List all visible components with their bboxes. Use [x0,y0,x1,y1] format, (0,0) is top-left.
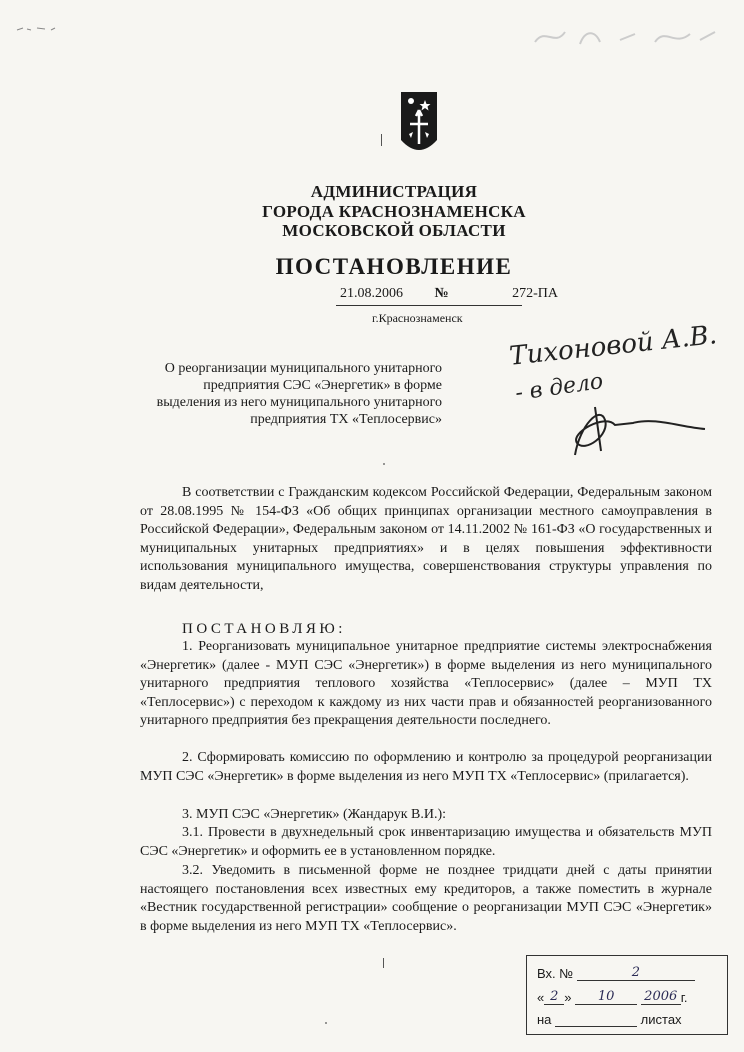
item-3-paragraph: 3. МУП СЭС «Энергетик» (Жандарук В.И.): [182,807,447,822]
city-name: ГОРОДА КРАСНОЗНАМЕНСКА [262,202,526,221]
stamp-day-open: « [537,990,545,1005]
authority-name: АДМИНИСТРАЦИЯ [310,182,478,201]
date-number-line [340,286,558,302]
stamp-year-suffix: г. [680,990,688,1005]
item-3-1-paragraph: 3.1. Провести в двухнедельный срок инвентаризацию имущества и обязательств МУП СЭС «Энергетик» и оформить ее в установленном порядке. [140,825,712,859]
signature-icon [505,325,710,460]
date-underline [336,305,522,306]
stamp-month: 10 [597,989,615,1004]
stamp-sheets-row [537,1012,682,1027]
item-2-paragraph: 2. Сформировать комиссию по оформлению и контролю за процедурой реорганизации МУП СЭС «Энергетик» в форме выделения из него МУП ТХ «Теплосервис» (прилагается). [140,750,712,784]
document-subject: О реорганизации муниципального унитарного предприятия СЭС «Энергетик» в форме выделения из него муниципального унитарного предприятия ТХ «Теплосервис» [156,361,442,427]
faded-handwriting [525,22,725,52]
number-sign: № [434,286,449,301]
preamble-paragraph: В соответствии с Гражданским кодексом Российской Федерации, Федеральным законом от 28.08.1995 № 154-ФЗ «Об общих принципах организации местного самоуправления в Российской Федерации», Федеральным законом от 14.11.2002 № 161-ФЗ «О государственных и муниципальных унитарных предприятиях» и в целях повышения эффективности использования муниципального имущества, совершенствования структуры управления по видам деятельности, [140,485,712,593]
scan-speck-bottom [325,1022,327,1024]
region-name: МОСКОВСКОЙ ОБЛАСТИ [282,221,506,240]
coat-of-arms-emblem [399,88,439,160]
incoming-registration-stamp [526,955,728,1035]
stamp-day: 2 [550,989,559,1004]
stamp-in-label: Вх. № [537,966,574,981]
scan-marks [15,24,65,34]
issue-place: г.Краснознаменск [372,311,463,325]
document-date: 21.08.2006 [340,286,403,301]
stamp-sheets-label: листах [640,1012,682,1027]
scan-speck [383,463,385,465]
document-type-title: ПОСТАНОВЛЕНИЕ [275,254,513,279]
resolution-addressee: Тихоновой А.В. [508,320,719,372]
resolution-instruction: - в дело [513,368,605,407]
stamp-date-row [537,988,688,1005]
stamp-day-close: » [564,990,572,1005]
handwritten-resolution [505,320,719,460]
resolve-heading: ПОСТАНОВЛЯЮ: [182,621,346,637]
stamp-year: 2006 [644,989,678,1004]
margin-mark [381,134,382,146]
document-number: 272-ПА [512,286,558,301]
stamp-number-row [537,964,695,981]
item-1-paragraph: 1. Реорганизовать муниципальное унитарное предприятие системы электроснабжения «Энергетик» (далее - МУП СЭС «Энергетик») в форме выделения из него муниципального унитарного предприятия теплового хозяйства «Теплосервис» (далее – МУП ТХ «Теплосервис») с переходом к каждому из них части прав и обязанностей реорганизованного унитарного предприятия без прекращения деятельности последнего. [140,639,712,728]
page-mark [383,958,384,968]
item-3-2-paragraph: 3.2. Уведомить в письменной форме не позднее тридцати дней с даты принятии настоящего постановления всех известных ему кредиторов, а также поместить в журнале «Вестник государственной регистрации» сообщение о реорганизации МУП СЭС «Энергетик» в форме выделения из него МУП ТХ «Теплосервис». [140,863,712,934]
stamp-in-number: 2 [631,965,640,980]
stamp-on-label: на [537,1012,552,1027]
